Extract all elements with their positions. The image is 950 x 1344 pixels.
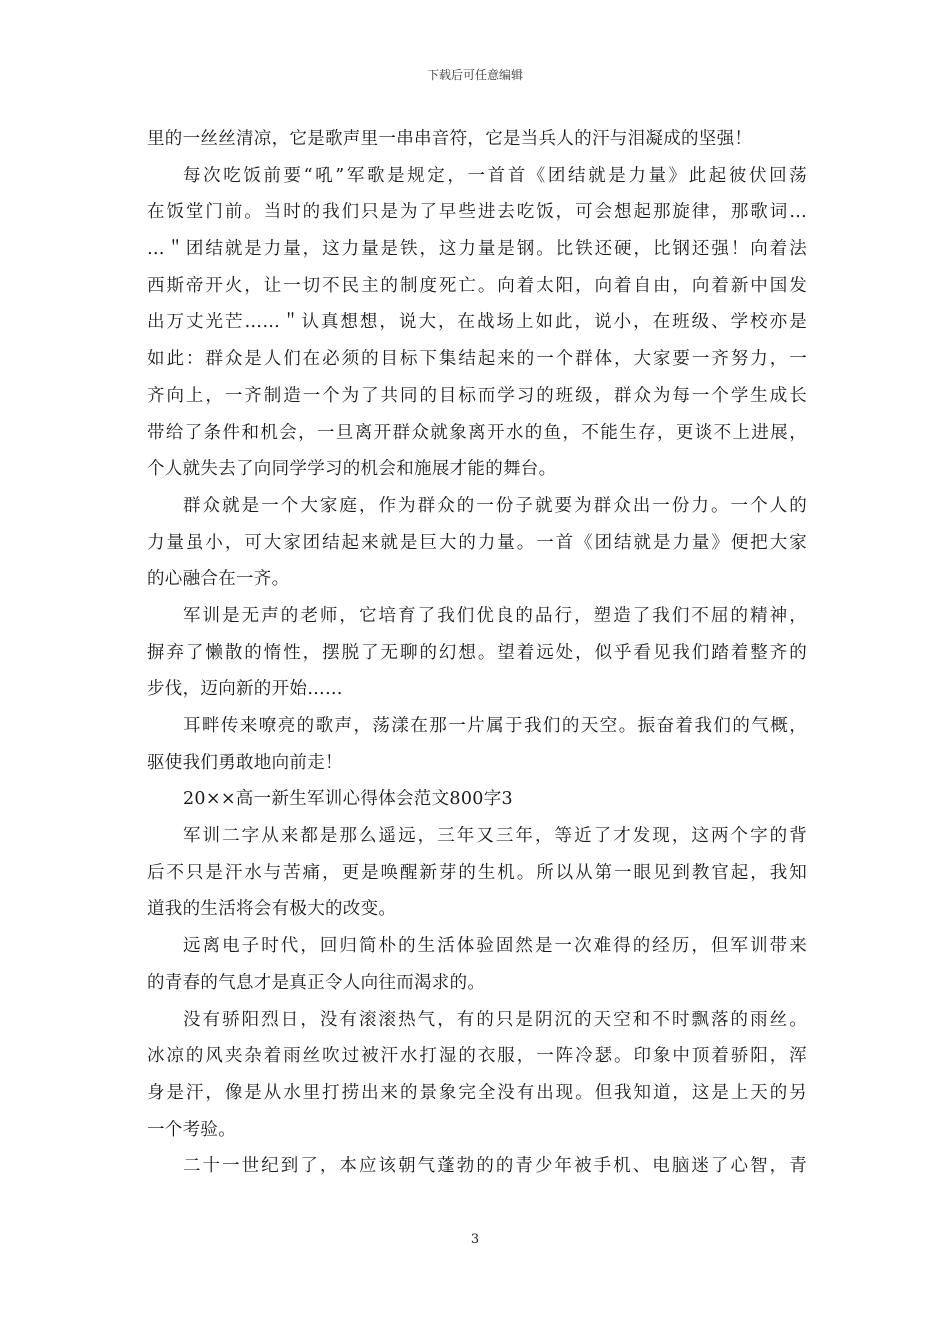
text-line: 驱使我们勇敢地向前走！ bbox=[147, 752, 343, 773]
page-header: 下载后可任意编辑 bbox=[426, 68, 523, 82]
page-number: 3 bbox=[470, 1232, 480, 1247]
text-line: 西斯帝开火，让一切不民主的制度死亡。向着太阳，向着自由，向着新中国发 bbox=[147, 275, 807, 296]
text-line: …＂团结就是力量，这力量是铁，这力量是钢。比铁还硬，比钢还强！向着法 bbox=[147, 239, 807, 260]
text-line: 的心融合在一齐。 bbox=[147, 569, 290, 590]
text-line: 里的一丝丝清凉，它是歌声里一串串音符，它是当兵人的汗与泪凝成的坚强！ bbox=[147, 129, 753, 149]
text-line: 带给了条件和机会，一旦离开群众就象离开水的鱼，不能生存，更谈不上进展， bbox=[147, 422, 807, 443]
text-line: 没有骄阳烈日，没有滚滚热气，有的只是阴沉的天空和不时飘落的雨丝。 bbox=[183, 1009, 807, 1030]
text-line: 远离电子时代，回归简朴的生活体验固然是一次难得的经历，但军训带来 bbox=[183, 936, 807, 957]
text-line: 后不只是汗水与苦痛，更是唤醒新芽的生机。所以从第一眼见到教官起，我知 bbox=[147, 862, 807, 883]
text-line: 冰凉的风夹杂着雨丝吹过被汗水打湿的衣服，一阵冷瑟。印象中顶着骄阳，浑 bbox=[147, 1046, 807, 1067]
text-line: 在饭堂门前。当时的我们只是为了早些进去吃饭，可会想起那旋律，那歌词… bbox=[147, 202, 807, 223]
document-body bbox=[147, 121, 807, 1185]
text-line: 个人就失去了向同学学习的机会和施展才能的舞台。 bbox=[147, 459, 557, 480]
text-line: 的青春的气息才是真正令人向往而渴求的。 bbox=[147, 972, 486, 993]
text-line: 一个考验。 bbox=[147, 1119, 236, 1140]
text-line: 身是汗，像是从水里打捞出来的景象完全没有出现。但我知道，这是上天的另 bbox=[147, 1082, 807, 1103]
text-line: 齐向上，一齐制造一个为了共同的目标而学习的班级，群众为每一个学生成长 bbox=[147, 385, 807, 406]
text-line: 摒弃了懒散的惰性，摆脱了无聊的幻想。望着远处，似乎看见我们踏着整齐的 bbox=[147, 642, 807, 663]
text-line: 群众就是一个大家庭，作为群众的一份子就要为群众出一份力。一个人的 bbox=[183, 495, 807, 516]
text-line: 20××高一新生军训心得体会范文800字3 bbox=[183, 789, 513, 810]
text-line: 如此：群众是人们在必须的目标下集结起来的一个群体，大家要一齐努力，一 bbox=[147, 349, 807, 370]
text-line: 军训二字从来都是那么遥远，三年又三年，等近了才发现，这两个字的背 bbox=[183, 826, 807, 847]
text-line: 力量虽小，可大家团结起来就是巨大的力量。一首《团结就是力量》便把大家 bbox=[147, 532, 807, 553]
text-line: 道我的生活将会有极大的改变。 bbox=[147, 899, 397, 920]
text-line: 每次吃饭前要“吼”军歌是规定，一首首《团结就是力量》此起彼伏回荡 bbox=[183, 165, 807, 186]
text-line: 二十一世纪到了，本应该朝气蓬勃的的青少年被手机、电脑迷了心智，青 bbox=[183, 1156, 807, 1177]
text-line: 耳畔传来嘹亮的歌声，荡漾在那一片属于我们的天空。振奋着我们的气概， bbox=[183, 716, 807, 736]
text-line: 出万丈光芒……＂认真想想，说大，在战场上如此，说小，在班级、学校亦是 bbox=[147, 312, 807, 333]
text-line: 军训是无声的老师，它培育了我们优良的品行，塑造了我们不屈的精神， bbox=[183, 605, 807, 626]
text-line: 步伐，迈向新的开始…… bbox=[147, 679, 343, 700]
